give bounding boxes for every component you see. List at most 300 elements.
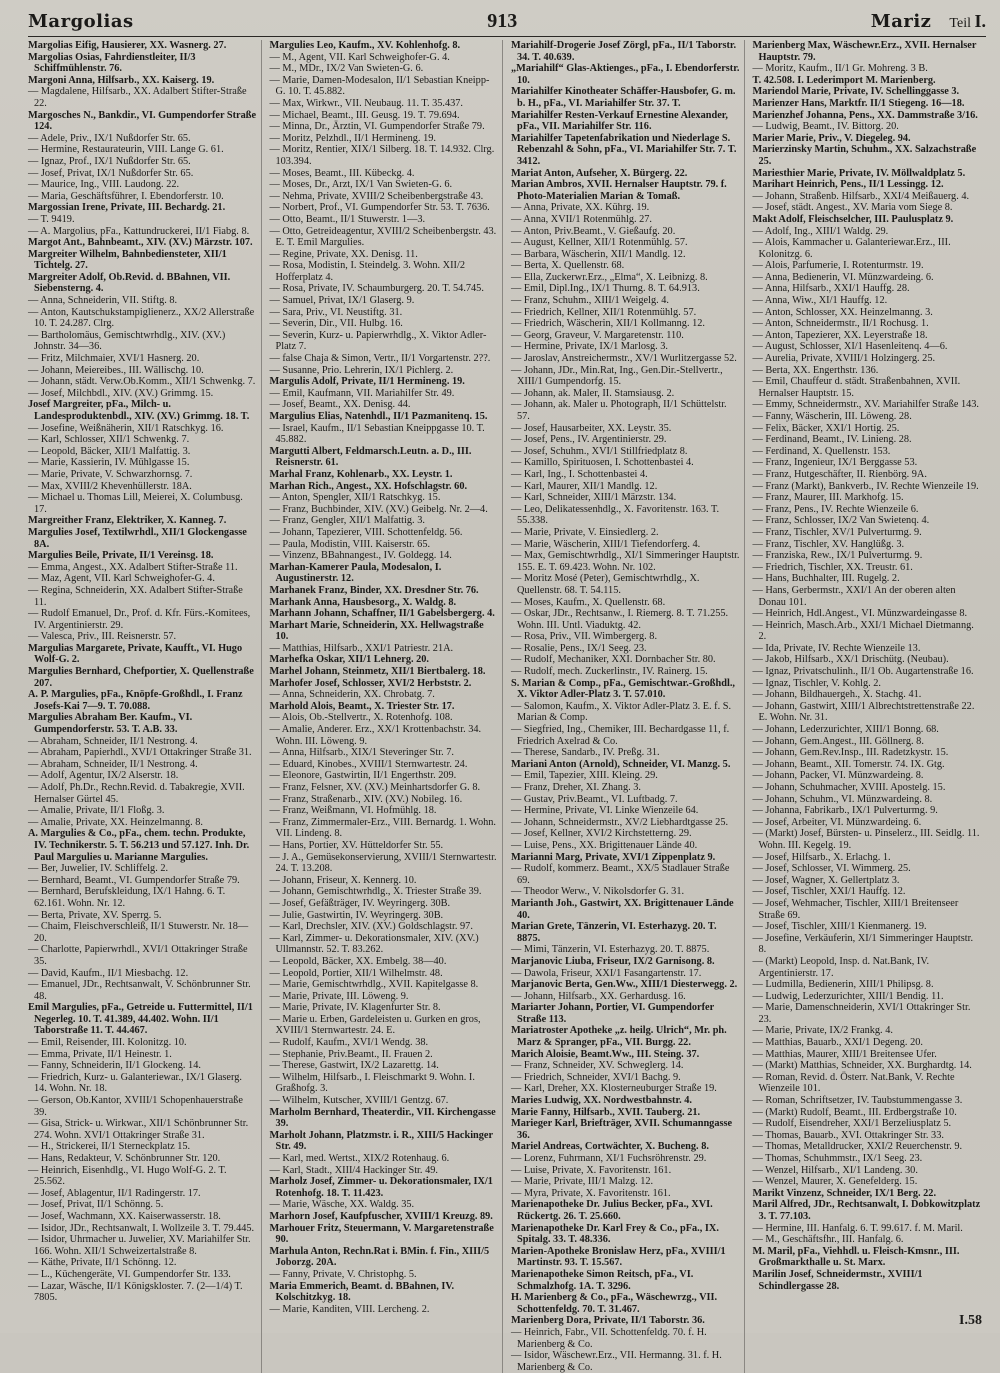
directory-entry: — Josefine, Weißnäherin, XII/1 Ratschkyg. 16. (28, 422, 224, 434)
directory-entry: — Gisa, Strick- u. Wirkwar., XII/1 Schönbrunner Str. 274. Wohn. XVI/1 Ottakringer Straße 31. (28, 1118, 249, 1141)
directory-entry: — Ella, Zuckerwr.Erz., „Elma“, X. Leibnizg. 8. (511, 271, 708, 283)
directory-entry: — Chaim, Fleischverschleiß, II/1 Stuwerstr. Nr. 18—20. (28, 921, 249, 944)
directory-entry: Margulies Josef, Textilwrhdl., XII/1 Glockengasse 8A. (28, 526, 247, 550)
directory-entry: — Emmy, Schneidermstr., XV. Mariahilfer Straße 143. (752, 399, 979, 411)
directory-entry: Marianth Joh., Gastwirt, XX. Brigittenauer Lände 40. (511, 897, 734, 921)
directory-entry: — Josef, Hausarbeiter, XX. Leystr. 35. (511, 422, 672, 434)
directory-entry: — Johann, Friseur, X. Kennerg. 10. (269, 874, 417, 886)
directory-entry: — Franz, Tischler, XV. Hanglüßg. 3. (752, 538, 905, 550)
directory-entry: — Karl, Dreher, XX. Klosterneuburger Straße 19. (511, 1083, 717, 1095)
directory-entry: — Oskar, JDr., Rechtsanw., I. Riemerg. 8. T. 71.255. Wohn. III. Untl. Viaduktg. 42. (511, 608, 729, 631)
directory-entry: Marhofer Josef, Schlosser, XVI/2 Herbststr. 2. (269, 677, 472, 689)
directory-entry: — Franz, Schneider, XV. Schweglerg. 14. (511, 1060, 684, 1072)
directory-entry: — Josef, städt. Angest., XV. Maria vom Siege 8. (752, 202, 953, 214)
directory-entry: — Ignaz, Tischler, V. Kohlg. 2. (752, 677, 881, 689)
directory-entry: — Michael, Beamt., III. Geusg. 19. T. 79.694. (269, 109, 460, 121)
directory-entry: Mariahilfer Tapetenfabrikation und Niederlage S. Rebenzahl & Sohn, pFa., VI. Mariahilfer Str. 7. T. 3412. (511, 132, 737, 167)
directory-entry: Marhan-Kamerer Paula, Modesalon, I. Augustinerstr. 12. (269, 561, 442, 585)
directory-entry: — Karl, med. Wertst., XIX/2 Rotenhaug. 6. (269, 1153, 450, 1164)
directory-entry: — Anton, Kautschukstampiglienerz., XX/2 Allerstraße 10. T. 24.287. Clrg. (28, 306, 255, 330)
directory-entry: — Dawola, Friseur, XXI/1 Fasangartenstr. 17. (511, 967, 702, 979)
directory-entry: Margulies Abraham Ber. Kaufm., VI. Gumpendorferstr. 53. T. A.B. 33. (28, 712, 193, 736)
directory-entry: — Leopold, Bäcker, XII/1 Malfattig. 3. (28, 445, 191, 457)
directory-entry: — Emil, Chauffeur d. städt. Straßenbahnen, XVII. Hernalser Hauptstr. 15. (752, 376, 961, 399)
directory-entry: — (Markt) Rudolf, Beamt., III. Erdbergstraße 10. (752, 1106, 957, 1118)
directory-entry: — Wenzel, Maurer, X. Genefelderg. 15. (752, 1176, 918, 1188)
teil-label: Teil (949, 15, 971, 31)
directory-entry: Maries Ludwig, XX. Nordwestbahnstr. 4. (511, 1095, 692, 1107)
directory-entry: Margulius Elias, Natenhdl., II/1 Pazmanitenq. 15. (269, 411, 488, 422)
directory-entry: — Charlotte, Papierwrhdl., XVI/1 Ottakringer Straße 35. (28, 944, 248, 967)
directory-entry: Marienapotheke Dr. Julius Becker, pFa., XVI. Rückertg. 26. T. 25.660. (511, 1199, 713, 1222)
directory-entry: — Sara, Priv., VI. Neustiftg. 31. (269, 306, 403, 318)
directory-entry: Marholz Josef, Zimmer- u. Dekorationsmaler, IX/1 Rotenhofg. 18. T. 11.423. (269, 1176, 493, 1199)
directory-entry: — Hans, Portier, XV. Hütteldorfer Str. 55. (269, 839, 444, 851)
directory-entry: Marian Ambros, XVII. Hernalser Hauptstr. 79. f. Photo-Materialien Marian & Tomaß. (511, 179, 727, 202)
directory-entry: — Marie, Private, III/1 Malzg. 12. (511, 1176, 654, 1188)
directory-entry: — Lazar, Wäsche, II/1 Königskloster. 7. (2—1/4) T. 7805. (28, 1280, 243, 1304)
directory-entry: — (Markt) Leopold, Insp. d. Nat.Bank, IV. Argentinierstr. 17. (752, 955, 930, 979)
directory-entry: Mariarter Johann, Portier, VI. Gumpendorfer Straße 113. (511, 1002, 714, 1025)
directory-entry: — Franz, Pens., IV. Rechte Wienzeile 6. (752, 503, 919, 515)
directory-entry: — Adolf, Ph.Dr., Rechn.Revid. d. Tabakregie, XVII. Hernalser Gürtel 45. (28, 782, 245, 805)
directory-entry: Marhank Anna, Hausbesorg., X. Waldg. 8. (269, 596, 457, 608)
directory-entry: — Otto, Getreideagentur, XVIII/2 Scheibenbergstr. 43. E. T. Emil Margulies. (269, 225, 497, 249)
directory-entry: Margolias Eifig, Hausierer, XX. Wasnerg. 27. (28, 40, 227, 51)
directory-entry: Marhanek Franz, Binder, XX. Dresdner Str. 76. (269, 584, 479, 596)
directory-entry: — Franz, Straßenarb., XIV. (XV.) Nobileg. 16. (269, 793, 463, 805)
directory-entry: — Samuel, Privat, IX/1 Glaserg. 9. (269, 295, 415, 307)
directory-entry: — Maurice, Ing., VIII. Laudong. 22. (28, 179, 180, 191)
directory-entry: — Marie, Wäscherin, XIII/1 Tiefendorferg. 4. (511, 538, 701, 550)
directory-entry: Marjanovic Liuba, Friseur, IX/2 Garnisong. 8. (511, 955, 715, 967)
directory-entry: — Barbara, Wäscherin, XII/1 Mandlg. 12. (511, 248, 686, 260)
directory-entry: — Johann, städt. Verw.Ob.Komm., XII/1 Schwenkg. 7. (28, 376, 256, 388)
directory-entry: — Hermine, Private, VI. Linke Wienzeile 64. (511, 805, 699, 817)
directory-entry: Maria Emmerich, Beamt. d. BBahnen, IV. Kolschitzkyg. 18. (269, 1280, 455, 1304)
directory-entry: — Karl, Maurer, XII/1 Mandlg. 12. (511, 480, 658, 492)
directory-entry: — Abraham, Schneider, II/1 Nestrong. 4. (28, 758, 198, 770)
directory-entry: Marhefka Oskar, XII/1 Lehnerg. 20. (269, 654, 430, 666)
directory-entry: — Johann, Schuhmacher, XVIII. Apostelg. 15. (752, 782, 946, 793)
directory-entry: — Josef, Tischler, XIII/1 Kienmanerg. 19. (752, 921, 927, 933)
directory-entry: — Leopold, Bäcker, XX. Embelg. 38—40. (269, 955, 447, 967)
directory-entry: — Johann, Beamt., XII. Tomerstr. 74. IX. Gtg. (752, 758, 945, 770)
directory-entry: Mariel Andreas, Cortwächter, X. Bucheng. 8. (511, 1141, 709, 1153)
directory-entry: — Matthias, Bauarb., XXI/1 Degeng. 20. (752, 1037, 923, 1049)
directory-entry: — Vinzenz, BBahnangest., IV. Goldegg. 14. (269, 550, 452, 562)
directory-entry: — Eleonore, Gastwirtin, II/1 Engerthstr. 209. (269, 770, 457, 782)
header-right-keyword: Mariz (870, 10, 932, 32)
directory-entry: — Emma, Angest., XX. Adalbert Stifter-Straße 11. (28, 561, 238, 573)
directory-entry: — Emil, Dipl.Ing., IX/1 Thurng. 8. T. 64.913. (511, 283, 700, 295)
directory-entry: — Stephanie, Priv.Beamt., II. Frauen 2. (269, 1048, 433, 1060)
directory-entry: — Anton, Tapezierer, XX. Leyerstraße 18. (752, 329, 928, 341)
directory-entry: — Heinrich, Hdl.Angest., VI. Münzwardeingasse 8. (752, 608, 968, 620)
directory-entry: — Johann, ak. Maler u. Photograph, II/1 Schüttelstr. 57. (511, 399, 727, 422)
directory-entry: — Johann, Straßenb. Hilfsarb., XXI/4 Meißauerg. 4. (752, 190, 970, 202)
directory-entry: — Josef, Schlosser, VI. Wimmerg. 25. (752, 863, 911, 875)
directory-entry: Marienapotheke Dr. Karl Frey & Co., pFa., IX. Spitalg. 33. T. 48.336. (511, 1222, 719, 1246)
directory-entry: — Gustav, Priv.Beamt., VI. Luftbadg. 7. (511, 793, 678, 805)
directory-entry: — Anna, Bedienerin, VI. Münzwardeing. 6. (752, 271, 934, 283)
directory-entry: — Fanny, Private, V. Christophg. 5. (269, 1268, 417, 1280)
directory-entry: „Mariahilf“ Glas-Aktienges., pFa., I. Ebendorferstr. 10. (511, 63, 740, 86)
directory-entry: — Wilhelm, Kutscher, XVIII/1 Gentzg. 67. (269, 1095, 449, 1107)
directory-entry: — Adolf, Ing., XIII/1 Waldg. 29. (752, 225, 889, 237)
directory-entry: Margutti Albert, Feldmarsch.Leutn. a. D., III. Reisnerstr. 61. (269, 445, 472, 469)
directory-entry: — Marie, Private, V. Einsiedlerg. 2. (511, 526, 659, 538)
directory-entry: — Johann, Schneidermstr., XV/2 Liebhardtgasse 25. (511, 816, 729, 828)
directory-entry: — Friedrich, Wäscherin, XII/1 Kollmanng. 12. (511, 318, 705, 330)
directory-entry: — Wenzel, Hilfsarb., XI/1 Landeng. 30. (752, 1164, 918, 1176)
directory-entry: — Israel, Kaufm., II/1 Sebastian Kneippgasse 10. T. 45.882. (269, 422, 485, 446)
directory-entry: — Moses, Kaufm., X. Quellenstr. 68. (511, 596, 666, 608)
directory-entry: Marienzhef Johanna, Pens., XX. Dammstraße 3/16. (752, 109, 978, 121)
directory-entry: Margulies Beile, Private, II/1 Vereinsg. 18. (28, 550, 214, 562)
directory-entry: — Johann, Tapezierer, VIII. Schottenfeldg. 56. (269, 526, 463, 538)
directory-entry: — Franz, Maurer, III. Markhofg. 15. (752, 492, 904, 504)
page-footer-mark: I.58 (959, 1313, 982, 1328)
directory-entry: — Lorenz, Fuhrmann, XI/1 Fuchsröhrenstr. 29. (511, 1153, 707, 1164)
directory-entry: — Karl, Schlosser, XII/1 Schwenkg. 7. (28, 434, 190, 446)
directory-entry: — Josefine, Verkäuferin, XI/1 Simmeringer Hauptstr. 8. (752, 932, 974, 956)
directory-entry: — Paula, Modistin, VIII. Kaiserstr. 65. (269, 538, 431, 550)
column-4 (753, 40, 987, 1373)
directory-entry: — Ludwig, Beamt., IV. Bittorg. 20. (752, 121, 899, 133)
directory-entry: — Ignaz, Prof., IX/1 Nußdorfer Str. 65. (28, 155, 191, 167)
header-left-keyword: Margolias (28, 10, 134, 32)
directory-entry: — August, Schlosser, XI/1 Hasenleitenq. 4—6. (752, 341, 948, 353)
directory-entry: — T. 9419. (28, 213, 75, 225)
directory-entry: — Johanna, Fabrikarb., IX/1 Pulverturmg. 9. (752, 805, 938, 817)
directory-entry: — Anna, Schneiderin, XX. Chrobatg. 7. (269, 689, 435, 701)
directory-entry: — Josef, Beamt., XX. Denisg. 44. (269, 399, 411, 411)
directory-entry: Marich Aloisie, Beamt.Ww., III. Steing. 37. (511, 1048, 700, 1060)
directory-entry: — A. Margolius, pFa., Kattundruckerei, II/1 Fiabg. 8. (28, 225, 250, 237)
page-number: 913 (487, 9, 518, 32)
directory-entry: — Alois, Ob.-Stellvertr., X. Rotenhofg. 108. (269, 712, 453, 724)
directory-entry: Marikt Vinzenz, Schneider, IX/1 Berg. 22. (752, 1187, 937, 1199)
directory-entry: — Rudolf, mech. Zuckerlinstr., IV. Rainerg. 15. (511, 666, 708, 678)
directory-entry: — Josef, Pens., IV. Argentinierstr. 29. (511, 434, 667, 446)
directory-entry: — Roman, Revid. d. Österr. Nat.Bank, V. Rechte Wienzeile 101. (752, 1071, 955, 1095)
directory-entry: — Ida, Private, IV. Rechte Wienzeile 13. (752, 642, 921, 654)
directory-entry: — Johann, Packer, VI. Münzwardeing. 8. (752, 770, 924, 782)
directory-entry: — Felix, Bäcker, XXI/1 Hortig. 25. (752, 422, 900, 434)
directory-entry: — Marie, Damenschneiderin, XVI/1 Ottakringer Str. 23. (752, 1002, 971, 1025)
directory-entry: — Moses, Dr., Arzt, IX/1 Van Swieten-G. 6. (269, 179, 453, 191)
directory-entry: — Friedrich, Kellner, XII/1 Rotenmühlg. 57. (511, 306, 697, 318)
directory-entry: — Bernhard, Beamt., VI. Gumpendorfer Straße 79. (28, 874, 240, 886)
directory-entry: — Hermine, Private, IX/1 Marlosg. 3. (511, 341, 668, 353)
directory-entry: — false Chaja & Simon, Vertr., II/1 Vorgartenstr. 2??. (269, 353, 491, 365)
directory-entry: — Ferdinand, Beamt., IV. Linieng. 28. (752, 434, 912, 446)
directory-entry: — Emma, Private, II/1 Heinestr. 1. (28, 1048, 172, 1060)
directory-entry: — Emil, Reisender, III. Kolonitzg. 10. (28, 1037, 187, 1049)
directory-entry: — Hans, Buchhalter, III. Rugelg. 2. (752, 573, 900, 585)
directory-entry: T. 42.508. I. Lederimport M. Marienberg. (752, 74, 936, 86)
directory-entry: — Rudolf, Kaufm., XVI/1 Wendg. 38. (269, 1037, 429, 1049)
directory-entry: Mariahilfer Resten-Verkauf Ernestine Alexander, pFa., VII. Mariahilfer Str. 116. (511, 109, 728, 133)
directory-entry: — Josef, Privat, II/1 Schönng. 5. (28, 1199, 164, 1211)
directory-entry: — Therese, Gastwirt, IX/2 Lazarettg. 14. (269, 1060, 439, 1072)
directory-entry: — Adolf, Agentur, IX/2 Alserstr. 18. (28, 770, 179, 782)
teil-label-group (949, 11, 986, 32)
directory-entry: — Nehma, Private, XVIII/2 Scheibenbergstraße 43. (269, 190, 484, 202)
directory-entry: — Anton, Spengler, XII/1 Ratschkyg. 15. (269, 492, 441, 504)
page-header (28, 6, 986, 37)
directory-entry: — Anna, Wiw., XI/1 Hauffg. 12. (752, 295, 888, 307)
directory-entry: — Luise, Private, X. Favoritenstr. 161. (511, 1164, 672, 1176)
directory-entry: Mariahilf-Drogerie Josef Zörgl, pFa., II/1 Taborstr. 34. T. 40.639. (511, 40, 737, 63)
column-1 (28, 40, 262, 1373)
directory-entry: — Friedrich, Tischler, XX. Treustr. 61. (752, 561, 913, 573)
directory-entry: Mariatroster Apotheke „z. heilg. Ulrich“, Mr. ph. Marz & Spranger, pFa., VII. Burgg. 22. (511, 1025, 727, 1049)
directory-entry: — Ber, Juwelier, IV. Schliffelg. 2. (28, 863, 169, 875)
directory-entry: — Kamillo, Spirituosen, I. Schottenbastei 4. (511, 457, 694, 469)
directory-entry: — Rudolf, Mechaniker, XXI. Dornbacher Str. 80. (511, 654, 716, 666)
directory-entry: — Johann, Hilfsarb., XX. Gerhardusg. 16. (511, 990, 686, 1002)
directory-entry: — Hans, Redakteur, V. Schönbrunner Str. 120. (28, 1153, 221, 1164)
directory-entry: — Josef, Ablagentur, II/1 Radingerstr. 17. (28, 1187, 201, 1199)
directory-entry: — Marie, Private, III. Löweng. 9. (269, 990, 409, 1002)
directory-entry: — Franziska, Rew., IX/1 Pulverturmg. 9. (752, 550, 923, 562)
directory-entry: — Anna, Private, XX. Kührg. 19. (511, 202, 650, 214)
directory-entry: Margulias Margarete, Private, Kaufft., VI. Hugo Wolf-G. 2. (28, 642, 243, 666)
directory-entry: — Alois, Kammacher u. Galanteriewar.Erz., III. Kolonitzg. 6. (752, 237, 951, 260)
directory-entry: — Franz, Zimmermaler-Erz., VIII. Bernardg. 1. Wohn. VII. Lindeng. 8. (269, 816, 496, 840)
directory-entry: — Alois, Parfumerie, I. Rotenturmstr. 19. (752, 260, 924, 272)
directory-entry: — Amalie, Private, II/1 Floßg. 3. (28, 805, 165, 817)
directory-entry: — Abraham, Schneider, II/1 Nestrong. 4. (28, 735, 198, 747)
directory-entry: — Norbert, Prof., VI. Gumpendorfer Str. 53. T. 7636. (269, 202, 490, 214)
directory-entry: — Matthias, Hilfsarb., XXI/1 Patriestr. 21A. (269, 642, 454, 654)
directory-entry: — Hans, Gerbermstr., XXI/1 An der oberen alten Donau 101. (752, 584, 956, 608)
directory-entry: — Susanne, Prio. Lehrerin, IX/1 Pichlerg. 2. (269, 364, 454, 376)
directory-entry: — Georg, Graveur, V. Margaretenstr. 110. (511, 329, 684, 341)
directory-entry: — Friedrich, Kurz- u. Galanteriewar., IX/1 Glaserg. 14. Wohn. Nr. 18. (28, 1071, 242, 1095)
directory-entry: — Moritz, Kaufm., II/1 Gr. Mohreng. 3 B. (752, 63, 928, 75)
directory-entry: — Rudolf, kommerz. Beamt., XX/5 Stadlauer Straße 69. (511, 863, 730, 886)
directory-entry: — Karl, Stadt., XIII/4 Hackinger Str. 49. (269, 1164, 438, 1176)
directory-entry: Marjanovic Berta, Gen.Ww., XIII/1 Diesterwegg. 2. (511, 979, 738, 991)
directory-entry: — Josef, Tischler, XXI/1 Hauffg. 12. (752, 886, 906, 898)
directory-entry: — Isidor, JDr., Rechtsanwalt, I. Wollzeile 3. T. 79.445. (28, 1222, 255, 1234)
directory-entry: — Anton, Schlosser, XX. Heinzelmanng. 3. (752, 306, 933, 318)
directory-entry: — Johann, Gem.Angest., III. Göllnerg. 8. (752, 735, 924, 747)
directory-entry: Maril Alfred, JDr., Rechtsanwalt, I. Dobkowitzplatz 3. T. 77.103. (752, 1199, 981, 1222)
directory-entry: — Johann, Gemischtwrhdlg., X. Triester Straße 39. (269, 886, 482, 898)
directory-entry: — Franz (Markt), Bankverb., IV. Rechte Wienzeile 19. (752, 480, 979, 492)
directory-entry: — Max, XVIII/2 Khevenhüllerstr. 18A. (28, 480, 192, 492)
directory-entry: — Emil, Tapezier, XIII. Kleing. 29. (511, 770, 658, 782)
directory-entry: — Anna, XVII/1 Rotenmühlg. 27. (511, 213, 652, 225)
directory-entry: — Regina, Schneiderin, XX. Adalbert Stifter-Straße 11. (28, 584, 243, 608)
directory-entry: Mariesthier Marie, Private, IV. Möllwaldplatz 5. (752, 167, 966, 179)
directory-entry: Marhel Johann, Steinmetz, XII/1 Biertbalerg. 18. (269, 666, 486, 678)
directory-entry: Marian Grete, Tänzerin, VI. Esterhazyg. 20. T. 8875. (511, 921, 717, 944)
directory-entry: — Josef, Wachmann, XX. Kaiserwasserstr. 18. (28, 1210, 221, 1222)
directory-entry: — Marie, Wäsche, XX. Waldg. 35. (269, 1199, 415, 1211)
directory-entry: — Johann, Schuhm., VI. Münzwardeing. 8. (752, 793, 933, 805)
directory-entry: — Karl, Ing., I. Schottenbastei 4. (511, 468, 648, 480)
directory-entry: — Karl, Zimmer- u. Dekorationsmaler, XIV. (XV.) Ullmannstr. 52. T. 83.262. (269, 932, 479, 956)
directory-entry: Marhart Marie, Schneiderin, XX. Hellwagstraße 10. (269, 619, 484, 643)
column-2 (270, 40, 504, 1373)
directory-entry: M. Maril, pFa., Viehhdl. u. Fleisch-Kmsnr., III. Großmarkthalle u. St. Marx. (752, 1245, 960, 1269)
directory-entry: — Heinrich, Masch.Arb., XXI/1 Michael Dietmanng. 2. (752, 619, 974, 643)
directory-entry: — Johann, Lederzurichter, XIII/1 Bonng. 68. (752, 724, 939, 736)
directory-entry: — Franz, Buchbinder, XIV. (XV.) Geibelg. Nr. 2—4. (269, 503, 488, 515)
directory-entry: — Anna, Schneiderin, VII. Stiftg. 8. (28, 295, 178, 307)
directory-entry: — Franz, Ingenieur, IX/1 Berggasse 53. (752, 457, 918, 469)
directory-entry: — Marie, Private, IV. Klagenfurter Str. 8. (269, 1002, 441, 1014)
directory-entry: Marienberg Dora, Private, II/1 Taborstr. 36. (511, 1315, 705, 1327)
directory-entry: — Heinrich, Eisenhdlg., VI. Hugo Wolf-G. 2. T. 25.562. (28, 1164, 227, 1188)
directory-entry: Margulies Bernhard, Chefportier, X. Quellenstraße 207. (28, 666, 254, 689)
directory-entry: — Thomas, Metalldrucker, XXI/2 Reuerchenstr. 9. (752, 1141, 963, 1153)
directory-entry: — Ferdinand, X. Quellenstr. 153. (752, 445, 891, 457)
directory-entry: — Adele, Priv., IX/1 Nußdorfer Str. 65. (28, 132, 191, 144)
directory-entry: Margreither Franz, Elektriker, X. Kanneg. 7. (28, 515, 227, 527)
directory-entry: Marienzer Hans, Marktfr. II/1 Stiegeng. 16—18. (752, 97, 965, 109)
directory-entry: — Josef, Arbeiter, VI. Münzwardeing. 6. (752, 816, 922, 828)
directory-entry: Marhold Alois, Beamt., X. Triester Str. 17. (269, 700, 455, 712)
directory-entry: Marilin Josef, Schneidermstr., XVIII/1 Schindlergasse 28. (752, 1268, 923, 1292)
directory-entry: — Marie, Kanditen, VIII. Lercheng. 2. (269, 1303, 430, 1315)
directory-entry: — M., Geschäftsfhr., III. Hanfalg. 6. (752, 1234, 904, 1246)
directory-entry: — Franz, Schuhm., XIII/1 Weigelg. 4. (511, 295, 669, 307)
directory-entry: — Isidor, Wäschewr.Erz., VII. Hermanng. 31. f. H. Marienberg & Co. (511, 1350, 722, 1373)
directory-entry: Marhan Rich., Angest., XX. Hofschlagstr. 60. (269, 480, 468, 492)
directory-entry: — Regine, Private, XX. Denisg. 11. (269, 248, 418, 260)
directory-entry: — (Markt) Matthias, Schneider, XX. Burghardtg. 14. (752, 1060, 972, 1072)
directory-entry: — David, Kaufm., II/1 Miesbachg. 12. (28, 967, 189, 979)
directory-entry: Marhal Franz, Kohlenarb., XX. Leystr. 1. (269, 468, 453, 480)
directory-entry: — Emil, Kaufmann, VII. Mariahilfer Str. 49. (269, 387, 455, 399)
column-3 (511, 40, 745, 1373)
directory-entry: — Franz, Tischler, XV/1 Pulverturmg. 9. (752, 526, 922, 538)
directory-entry: — Maria, Geschäftsführer, I. Ebendorferstr. 10. (28, 190, 224, 202)
directory-entry: — Emanuel, JDr., Rechtsanwalt, V. Schönbrunner Str. 48. (28, 979, 251, 1002)
directory-entry: — Julie, Gastwirtin, IV. Weyringerg. 30B. (269, 909, 444, 921)
directory-entry: — Amalie, Private, XX. Heinzelmanng. 8. (28, 816, 204, 828)
directory-entry: — Jaroslav, Anstreichermstr., XV/1 Wurlitzergasse 52. (511, 353, 737, 365)
directory-entry: — J. A., Gemüsekonservierung, XVIII/1 Sternwartestr. 24. T. 13.208. (269, 851, 497, 875)
directory-entry: — Bernhard, Berufskleidung, IX/1 Hahng. 6. T. 62.161. Wohn. Nr. 12. (28, 886, 226, 909)
directory-entry: Margosches N., Bankdir., VI. Gumpendorfer Straße 124. (28, 109, 257, 133)
directory-entry: — Therese, Sandarb., IV. Preßg. 31. (511, 747, 660, 759)
directory-entry: — Josef, Hilfsarb., X. Erlachg. 1. (752, 851, 891, 863)
directory-entry: — Franz, Felsner, XV. (XV.) Meinhartsdorfer G. 8. (269, 782, 481, 793)
directory-entry: — Fritz, Milchmaier, XVI/1 Hasnerg. 20. (28, 353, 200, 365)
directory-entry: — Rosalie, Pens., IX/1 Seeg. 23. (511, 642, 647, 654)
directory-entry: Margulies Leo, Kaufm., XV. Kohlenhofg. 8. (269, 40, 461, 51)
directory-entry: — Anna, Hilfsarb., XIX/1 Steveringer Str. 7. (269, 747, 454, 759)
directory-entry: Marholt Johann, Platzmstr. i. R., XIII/5 Hackinger Str. 49. (269, 1129, 493, 1153)
directory-entry: — Roman, Schriftsetzer, IV. Taubstummengasse 3. (752, 1095, 963, 1107)
directory-entry: Margoni Anna, Hilfsarb., XX. Kaiserg. 19. (28, 74, 215, 86)
directory-entry: — Moses, Beamt., III. Kübeckg. 4. (269, 167, 415, 179)
directory-entry: — Severin, Dir., VII. Hulbg. 16. (269, 318, 403, 330)
directory-entry: — Marie, Damen-Modesalon, II/1 Sebastian Kneipp-G. 10. T. 45.882. (269, 74, 490, 98)
directory-entry: — Berta, Private, XV. Sperrg. 5. (28, 909, 162, 921)
directory-entry: — Abraham, Papierhdl., XVI/1 Ottakringer Straße 31. (28, 747, 252, 759)
directory-entry: — Marie, Private, IX/2 Frankg. 4. (752, 1025, 893, 1037)
directory-entry: — Franz, Schlosser, IX/2 Van Swietenq. 4. (752, 515, 930, 527)
directory-entry: — Fanny, Wäscherin, III. Löweng. 28. (752, 411, 912, 422)
directory-entry: — Myra, Private, X. Favoritenstr. 161. (511, 1187, 671, 1199)
directory-entry: Marholm Bernhard, Theaterdir., VII. Kirchengasse 39. (269, 1106, 496, 1130)
directory-entry: — Bartholomäus, Gemischtwrhdlg., XIV. (XV.) Johnstr. 34—36. (28, 329, 226, 353)
directory-entry: Mariahilfer Kinotheater Schäffer-Hausbofer, G. m. b. H., pFa., VI. Mariahilfer Str. 37. T. (511, 86, 736, 109)
directory-entry: — Johann, Gastwirt, XIII/1 Albrechtstrettenstraße 22. E. Wohn. Nr. 31. (752, 700, 975, 724)
directory-entry: — Hermine, Restaurateurin, VIII. Lange G. 61. (28, 144, 224, 156)
directory-entry: — Johann, Bildhauergeh., X. Stachg. 41. (752, 689, 922, 701)
directory-entry: Mariani Anton (Arnold), Schneider, VI. Manzg. 5. (511, 758, 731, 770)
directory-entry: — Leo, Delikatessenhdlg., X. Favoritenstr. 163. T. 55.338. (511, 503, 720, 527)
directory-entry: — Marie u. Erben, Gardeleisten u. Gurken en gros, XVIII/1 Sternwartestr. 24. E. (269, 1013, 481, 1037)
directory-entry: — Max, Gemischtwrhdlg., XI/1 Simmeringer Hauptstr. 155. E. T. 69.423. Wohn. Nr. 102. (511, 550, 740, 573)
directory-entry: — Marie, Private, V. Schwarzhornsg. 7. (28, 468, 193, 480)
directory-entry: Marihart Heinrich, Pens., II/1 Lessingg. 12. (752, 179, 944, 191)
directory-entry: — Mimi, Tänzerin, VI. Esterhazyg. 20. T. 8875. (511, 944, 710, 956)
directory-entry: Marhouer Fritz, Steuermann, V. Margaretenstraße 90. (269, 1222, 494, 1246)
directory-entry: — Wilhelm, Hilfsarb., I. Fleischmarkt 9. Wohn. I. Graßhofg. 3. (269, 1071, 475, 1095)
directory-entry: Margreiter Wilhelm, Bahnbediensteter, XII/1 Tichtelg. 27. (28, 248, 227, 272)
directory-entry: — Valesca, Priv., III. Reisnerstr. 57. (28, 631, 177, 643)
directory-entry: — Siegfried, Ing., Chemiker, III. Bechardgasse 11, f. Friedrich Axelrad & Co. (511, 724, 730, 747)
directory-entry: — Jakob, Hilfsarb., XX/1 Drischütg. (Neubau). (752, 654, 949, 666)
directory-entry: A. Margulies & Co., pFa., chem. techn. Produkte, IV. Technikerstr. 5. T. 56.213 und 57.127. Inh. Dr. Paul Margulies u. Marianne Margulies. (28, 828, 250, 863)
directory-entry: — Moritz, Rentier, XIX/1 Silberg. 18. T. 14.932. Clrg. 103.394. (269, 144, 495, 167)
directory-entry: — Moritz, Pelzhdl., II/1 Hermineng. 19. (269, 132, 436, 144)
directory-entry: — Rudolf, Eisendreher, XXI/1 Berzeliusplatz 5. (752, 1118, 952, 1130)
directory-entry: — Otto, Beamt., II/1 Stuwerstr. 1—3. (269, 213, 426, 225)
directory-entry: Margolias Osias, Fahrdienstleiter, II/3 Schiffmühlenstr. 76. (28, 51, 196, 75)
directory-entry: — M., MDr., IX/2 Van Swieten-G. 6. (269, 63, 424, 75)
directory-entry: — Rosa, Private, IV. Schaumburgerg. 20. T. 54.745. (269, 283, 484, 295)
directory-entry: — Matthias, Maurer, XIII/1 Breitensee Ufer. (752, 1048, 937, 1060)
directory-entry: — Karl, Drechsler, XIV. (XV.) Goldschlagstr. 97. (269, 921, 473, 933)
directory-entry: — Luise, Pens., XX. Brigittenauer Lände 40. (511, 839, 698, 851)
directory-entry: Margot Ant., Bahnbeamt., XIV. (XV.) Märzstr. 107. (28, 237, 253, 249)
directory-entry: — Ludwig, Lederzurichter, XIII/1 Bendig. 11. (752, 990, 944, 1002)
directory-entry: Marienapotheke Simon Reitsch, pFa., VI. Schmalzhofg. 1A. T. 3296. (511, 1268, 694, 1292)
directory-entry: Marhann Johann, Schaffner, II/1 Gabelsbergerg. 4. (269, 608, 495, 620)
directory-entry: Makt Adolf, Fleischselcher, III. Paulusplatz 9. (752, 213, 954, 225)
directory-entry: — Josef, Gefäßträger, IV. Weyringerg. 30B. (269, 897, 451, 909)
directory-entry: — Ludmilla, Bedienerin, XIII/1 Philipsg. 8. (752, 979, 934, 991)
directory-entry: — Maz, Agent, VII. Karl Schweighofer-G. 4. (28, 573, 215, 585)
directory-entry: Marien-Apotheke Bronislaw Herz, pFa., XVIII/1 Martinstr. 93. T. 15.567. (511, 1245, 726, 1269)
directory-entry: — Anna, Hilfsarb., XXI/1 Hauffg. 28. (752, 283, 910, 295)
directory-entry: — Berta, XX. Engerthstr. 136. (752, 364, 879, 376)
directory-entry: Mariendol Marie, Private, IV. Schellinggasse 3. (752, 86, 960, 98)
directory-entry: — Josef, Wehmacher, Tischler, XIII/1 Breitenseer Straße 69. (752, 897, 959, 921)
directory-entry: A. P. Margulies, pFa., Knöpfe-Großhdl., I. Franz Josefs-Kai 7—9. T. 70.088. (28, 689, 243, 712)
directory-entry: — Friedrich, Schneider, XVI/1 Bachg. 9. (511, 1071, 681, 1083)
directory-entry: H. Marienberg & Co., pFa., Wäschewrzg., VII. Schottenfeldg. 70. T. 31.467. (511, 1292, 718, 1315)
directory-entry: — Johann, JDr., Min.Rat, Ing., Gen.Dir.-Stellvertr., XIII/1 Gumpendorfg. 15. (511, 364, 723, 388)
directory-entry: — Gerson, Ob.Kantor, XVIII/1 Schopenhauerstraße 39. (28, 1095, 243, 1118)
directory-entry: — Leopold, Portier, XII/1 Wilhelmstr. 48. (269, 967, 443, 979)
directory-entry: — Josef, Schuhm., XVI/1 Stillfriedplatz 8. (511, 445, 688, 457)
directory-entry: — Marie, Gemischtwrhdlg., XVII. Kapitelgasse 8. (269, 979, 479, 991)
directory-entry: — M., Agent, VII. Karl Schweighofer-G. 4. (269, 51, 450, 63)
directory-entry: — Josef, Wagner, X. Gellertplatz 3. (752, 874, 900, 886)
